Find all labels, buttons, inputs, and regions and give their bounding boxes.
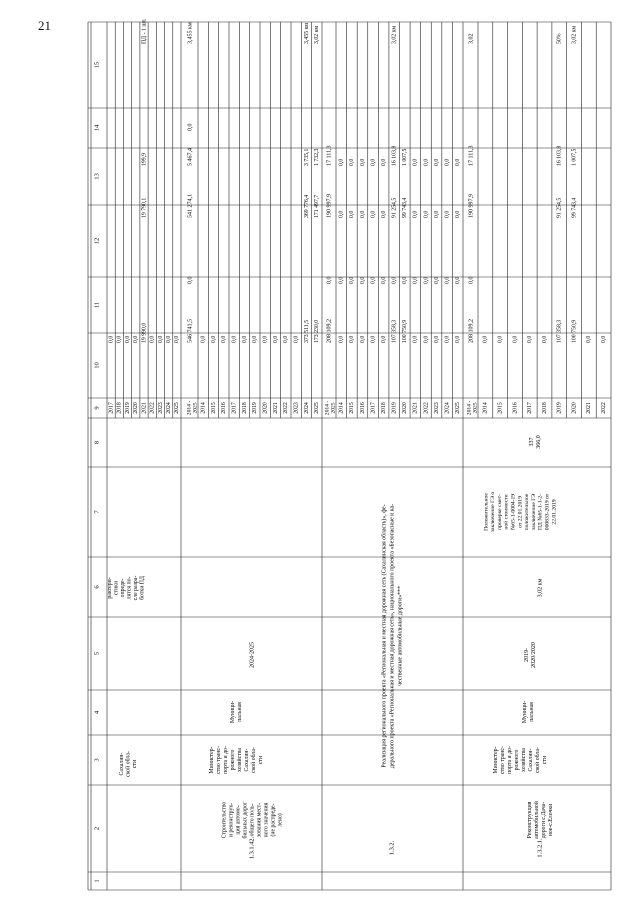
r32-year-2014: 2014 [338,402,345,414]
r32-col10-2023: 0,0 [433,335,440,343]
r1-executor: Министер- [492,746,499,774]
top-col6-text: стики [113,580,120,596]
r42-col13-2024: 3 735,1 [303,148,310,166]
r1-col8: 366,0 [535,435,542,449]
r32-col10-2018: 0,0 [380,335,387,343]
column-header-6: 6 [93,585,101,589]
column-header-13: 13 [93,173,101,180]
r1-executor: Сахалин- [527,748,534,772]
column-header-3: 3 [93,758,101,762]
r42-executor: хозяйства [236,748,243,772]
r1-col13-2020: 1 007,5 [571,148,578,166]
r42-executor: порта и до- [222,746,229,774]
r42-name: (не распреде- [270,803,277,837]
r1-total-col13: 17 111,3 [468,145,475,166]
r1-executor: порта и до- [506,746,513,774]
r42-total-col14: 0,0 [187,123,194,131]
top-year-2022: 2022 [149,402,156,414]
r1-year-2021: 2021 [586,402,593,414]
r32-col11-2021: 0,0 [412,276,419,284]
top-col10-2021: 19 990,0 [141,322,148,343]
column-header-15: 15 [93,61,101,69]
r1-col10-2021: 0,0 [586,335,593,343]
r32-col10-2020: 100 750,9 [402,319,409,343]
r42-name: бильных дорог [242,801,249,839]
r42-col13-2025: 1 732,3 [314,148,321,166]
r32-year-2021: 2021 [412,402,419,414]
r42-owner: Муници- [229,700,236,724]
r32-col13-2015: 0,0 [349,158,356,166]
top-col10-2017: 0,0 [108,335,115,343]
r32-col13-2014: 0,0 [338,158,345,166]
r32-title: дерального проекта «Региональная и местная дорожная сеть», национального проекта «Безопасные и ка- [389,503,396,769]
r1-conclusion: Положительное [483,493,490,531]
r32-total-col10: 208 109,2 [326,319,333,343]
r1-executor: рожного [513,749,520,771]
column-header-2: 2 [93,826,101,831]
r32-col11-2016: 0,0 [359,276,366,284]
r1-col8: 337 [528,437,535,447]
r32-col10-2019: 107 358,3 [391,319,398,343]
r42-owner: пальная [236,702,243,722]
r42-year-2015: 2015 [210,402,217,414]
r42-col10-2024: 373 511,5 [303,320,310,343]
r1-executor: хозяйства [520,748,527,772]
r1-name: Реконструкция [526,801,533,839]
r32-year-2018: 2018 [380,402,387,414]
r42-col12-2025: 171 497,7 [314,194,321,218]
r42-col15-2024: 3,455 км [303,23,310,44]
r1-year-2016: 2016 [512,402,519,414]
top-col3-text: сти [131,759,138,769]
r32-year-2017: 2017 [370,402,377,414]
r42-executor: ство транс- [215,746,222,774]
r42-total-col10: 546 741,5 [187,319,194,343]
r42-col10-2014: 0,0 [200,335,207,343]
r1-name: автомобильной [533,801,540,839]
r1-executor: ской обла- [534,747,541,773]
r1-owner: пальная [528,702,535,722]
r32-col10-2014: 0,0 [338,335,345,343]
r42-col15-2025: 3,02 км [314,25,321,44]
r1-conclusion: ной стоимости [503,494,510,530]
top-year-2018: 2018 [116,402,123,414]
r32-col13-2023: 0,0 [433,158,440,166]
r32-col13-2018: 0,0 [380,158,387,166]
top-col6-text: опреде- [120,578,127,598]
r1-col13-2019: 16 103,8 [556,145,563,166]
r42-year-2023: 2023 [293,402,300,414]
r1-period: 2019- [523,648,530,662]
r32-col15-2019: 3,02 км [391,25,398,44]
r32-col10-2016: 0,0 [359,335,366,343]
r42-name: общего поль- [249,803,256,837]
page-number: 21 [38,18,51,33]
r1-conclusion: проверке смет- [496,494,503,530]
r32-col10-2024: 0,0 [444,335,451,343]
r42-year-2021: 2021 [272,402,279,414]
top-col6-text: рактери- [107,577,114,599]
r42-col12-2024: 369 776,4 [303,194,310,218]
r32-col12-2015: 0,0 [349,210,356,218]
top-col10-2022: 0,0 [149,335,156,343]
r1-total-col10: 208 109,2 [468,319,475,343]
r1-executor: ство транс- [499,746,506,774]
r1-conclusion: от 22.01.2019 [517,496,524,528]
r1-year-2019: 2019 [556,402,563,414]
r32-col12-2016: 0,0 [359,210,366,218]
column-header-11: 11 [93,301,101,309]
r32-col12-2014: 0,0 [338,210,345,218]
r42-executor: сти [257,755,264,765]
r1-total-year-2: 2025 [472,402,479,414]
column-header-12: 12 [93,237,101,245]
r42-executor: Министер- [208,746,215,774]
r42-total-col15: 3,455 км [187,22,194,44]
r1-col10-2015: 0,0 [497,335,504,343]
r32-col13-2016: 0,0 [359,158,366,166]
r32-year-2016: 2016 [359,402,366,414]
column-header-10: 10 [93,362,101,369]
r1-year-2022: 2022 [600,402,607,414]
r42-col10-2020: 0,0 [262,335,269,343]
r32-col11-2014: 0,0 [338,276,345,284]
r42-name: и реконструк- [228,802,235,838]
r32-col11-2025: 0,0 [455,276,462,284]
r42-year-2018: 2018 [241,402,248,414]
r42-name: зования мест- [256,802,263,838]
r42-col10-2015: 0,0 [210,335,217,343]
r32-col12-2017: 0,0 [370,210,377,218]
top-col10-2018: 0,0 [116,335,123,343]
r42-year-2020: 2020 [262,402,269,414]
r32-total-col12: 190 997,9 [326,194,333,218]
top-col10-2024: 0,0 [165,335,172,343]
r42-col10-2022: 0,0 [283,335,290,343]
r32-col13-2021: 0,0 [412,158,419,166]
r1-name: нoe-с.Елочки [547,803,554,837]
r1-name: дороги с.Дача- [540,801,547,839]
r42-col10-2019: 0,0 [252,335,259,343]
top-col10-2023: 0,0 [157,335,164,343]
r42-total-year-2: 2025 [192,402,199,414]
r1-conclusion: заключение ГЭ о [490,491,497,533]
r32-year-2023: 2023 [433,402,440,414]
r32-col10-2017: 0,0 [370,335,377,343]
r32-col12-2022: 0,0 [423,210,430,218]
r32-year-2022: 2022 [423,402,430,414]
r32-col13-2025: 0,0 [455,158,462,166]
r32-year-2025: 2025 [455,402,462,414]
top-col15-2021: ПД - 1 шт. [141,18,148,44]
r32-year-2019: 2019 [391,402,398,414]
r32-num: 1.3.2. [388,840,396,856]
r1-col10-2019: 107 358,3 [556,319,563,343]
column-header-1: 1 [93,879,101,883]
r32-col12-2018: 0,0 [380,210,387,218]
r42-col10-2016: 0,0 [221,335,228,343]
r32-col10-2022: 0,0 [423,335,430,343]
r1-col15-2020: 3,02 км [571,25,578,44]
r42-year-2024: 2024 [303,402,310,414]
r32-title: чественные автомобильные дороги»*** [397,585,404,687]
r42-num: 1.3.1.42. [248,836,256,860]
top-year-2020: 2020 [133,402,140,414]
r32-col12-2023: 0,0 [433,210,440,218]
r1-num: 1.3.2.1. [536,838,544,858]
column-header-5: 5 [93,651,101,656]
r42-year-2017: 2017 [231,402,238,414]
top-year-2025: 2025 [174,402,181,414]
r1-length: 3,02 км [537,578,544,598]
r1-col10-2020: 100 750,9 [571,319,578,343]
top-year-2024: 2024 [165,402,172,414]
r1-conclusion: ПД №65-1-1-2- [537,493,544,531]
r42-name: ного значения [263,802,270,838]
r42-executor: ской обла- [250,747,257,773]
r1-executor: сти [541,755,548,765]
top-year-2019: 2019 [124,402,131,414]
top-col10-2025: 0,0 [174,335,181,343]
r32-title: Реализация регионального проекта «Региональная и местная дорожная сеть (Сахалинская область)», фе- [381,504,388,768]
r32-col13-2024: 0,0 [444,158,451,166]
r42-col10-2021: 0,0 [272,335,279,343]
top-col12-2021: 19 790,1 [141,197,148,218]
r32-col13-2022: 0,0 [423,158,430,166]
r1-year-2018: 2018 [541,402,548,414]
r42-total-col12: 541 274,1 [187,194,194,218]
r42-executor: рожного [229,749,236,771]
r1-total-year: 2014 - [466,400,473,416]
r1-col12-2020: 99 743,4 [571,197,578,218]
r32-col13-2020: 1 007,5 [402,148,409,166]
r1-year-2020: 2020 [571,402,578,414]
r32-col11-2023: 0,0 [433,276,440,284]
r32-col11-2024: 0,0 [444,276,451,284]
top-col10-2020: 0,0 [133,335,140,343]
r32-total-col13: 17 111,3 [326,145,333,166]
r42-year-2022: 2022 [283,402,290,414]
r1-total-col11: 0,0 [468,276,475,284]
top-col6-text: лятся по- [126,576,133,600]
top-col3-text: Сахалин- [118,752,125,776]
r32-col10-2021: 0,0 [412,335,419,343]
r42-col10-2023: 0,0 [293,335,300,343]
r32-col12-2025: 0,0 [455,210,462,218]
r32-col11-2022: 0,0 [423,276,430,284]
r42-col10-2018: 0,0 [241,335,248,343]
r1-conclusion: 22.01.2019 [551,499,558,525]
r1-col10-2017: 0,0 [527,335,534,343]
r42-col10-2025: 173 230,0 [314,319,321,343]
r32-col10-2025: 0,0 [455,335,462,343]
r1-year-2017: 2017 [527,402,534,414]
r32-year-2020: 2020 [402,402,409,414]
r32-total-year-2: 2025 [330,402,337,414]
r32-col12-2020: 99 743,4 [402,197,409,218]
r32-col13-2019: 16 103,8 [391,145,398,166]
r42-executor: Сахалин- [243,748,250,772]
r1-year-2015: 2015 [497,402,504,414]
r42-total-col13: 5 467,4 [187,148,194,166]
top-year-2017: 2017 [108,402,115,414]
r32-year-2024: 2024 [444,402,451,414]
top-col6-text: сле разра- [133,575,140,601]
top-col3-text: ской обла- [125,751,132,777]
r42-total-year: 2014 - [186,400,193,416]
top-col10-2019: 0,0 [124,335,131,343]
r1-col10-2014: 0,0 [482,335,489,343]
r1-col15-2019: 50% [556,33,563,44]
r42-col10-2017: 0,0 [231,335,238,343]
column-header-8: 8 [93,440,101,445]
r32-col12-2024: 0,0 [444,210,451,218]
r42-name: Строительство [221,801,228,839]
r42-year-2025: 2025 [314,402,321,414]
r32-total-col11: 0,0 [326,276,333,284]
r1-conclusion: заключение ГЭ [530,493,537,531]
r32-col11-2020: 0,0 [402,276,409,284]
r32-col12-2019: 91 254,5 [391,197,398,218]
r32-col12-2021: 0,0 [412,210,419,218]
r1-col10-2018: 0,0 [541,335,548,343]
r42-year-2016: 2016 [221,402,228,414]
r32-total-year: 2014 - [324,400,331,416]
r1-period: 2020/2020 [530,642,537,668]
r1-col10-2016: 0,0 [512,335,519,343]
r32-col10-2015: 0,0 [349,335,356,343]
r42-year-2014: 2014 [200,402,207,414]
r1-year-2014: 2014 [482,402,489,414]
r32-col11-2019: 0,0 [391,276,398,284]
r42-year-2019: 2019 [252,402,259,414]
column-header-9: 9 [93,406,101,410]
r1-conclusion: положительное [524,493,531,531]
r32-year-2015: 2015 [349,402,356,414]
column-header-14: 14 [93,124,101,132]
r42-name: ция автомо- [235,805,242,835]
r1-owner: Муници- [521,700,528,724]
r32-col11-2017: 0,0 [370,276,377,284]
r1-total-col12: 190 997,9 [468,194,475,218]
column-header-4: 4 [93,710,101,715]
r1-total-col15: 3,02 [468,33,475,44]
r1-conclusion: 000833-2019 от [544,493,551,531]
column-header-7: 7 [93,510,101,514]
r1-conclusion: №65-1-0004-19 [510,493,517,531]
r32-col13-2017: 0,0 [370,158,377,166]
top-col13-2021: 199,9 [141,152,148,166]
r42-name: лено) [277,813,284,827]
r1-col10-2022: 0,0 [600,335,607,343]
r32-col11-2018: 0,0 [380,276,387,284]
top-year-2023: 2023 [157,402,164,414]
r1-col12-2019: 91 254,5 [556,197,563,218]
top-year-2021: 2021 [141,402,148,414]
top-col6-text: ботки ПД [139,576,146,600]
r42-period: 2024-2025 [249,642,256,668]
r42-total-col11: 0,0 [187,276,194,284]
r32-col11-2015: 0,0 [349,276,356,284]
